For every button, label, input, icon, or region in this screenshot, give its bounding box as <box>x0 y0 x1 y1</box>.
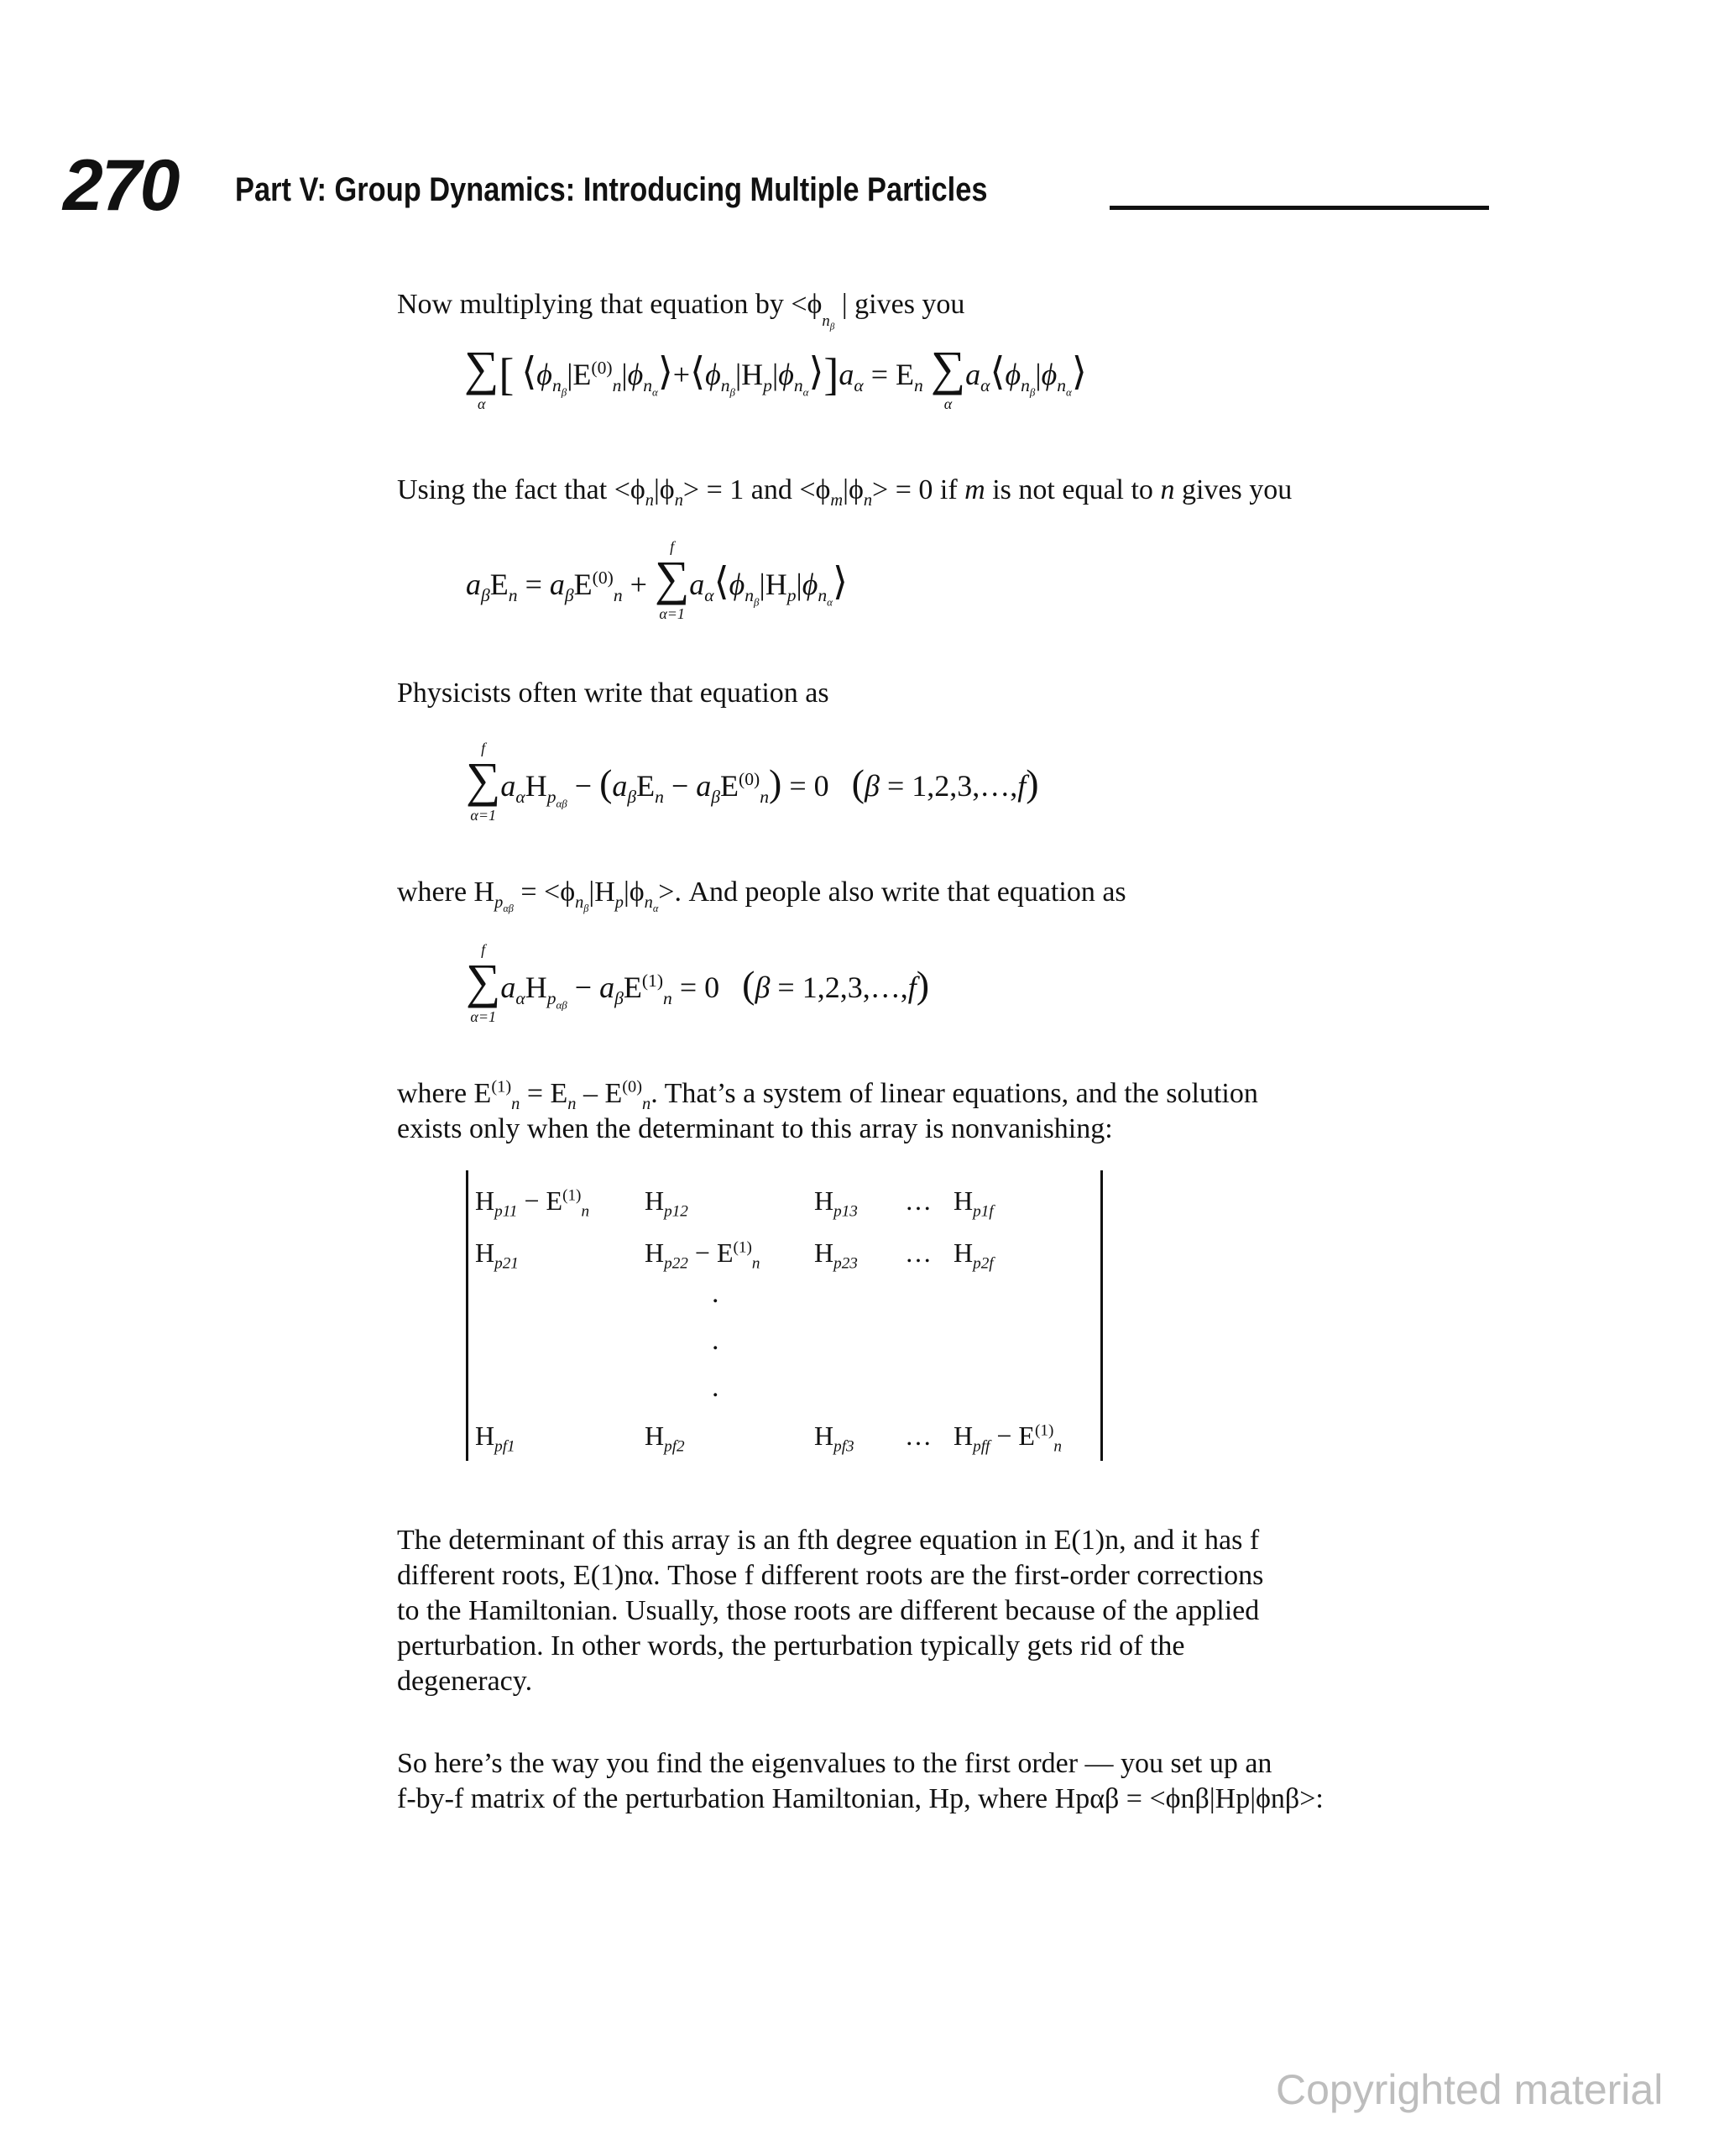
p6-line5: degeneracy. <box>397 1666 533 1697</box>
p6-line1: The determinant of this array is an fth degree equation in E(1)n, and it has f <box>397 1525 1260 1556</box>
p2-m: m <box>964 474 985 505</box>
det-r1c4: … <box>905 1185 932 1216</box>
det-r2c4: … <box>905 1238 932 1268</box>
p6-line2: different roots, E(1)nα. Those f different roots are the first-order corrections <box>397 1560 1264 1591</box>
copyright-watermark: Copyrighted material <box>1276 2066 1664 2113</box>
det-r1c5: $H_{p1f}$ <box>954 1185 994 1221</box>
det-vdot-1: . <box>712 1278 719 1309</box>
p2-b: |ϕ <box>653 474 675 505</box>
determinant <box>466 1170 1103 1461</box>
paragraph-4: where $H_{p_{\alpha\beta}} = <\phi_{n_\beta}|H_p|\phi_{n_\alpha}>$. And people also write that equation as <box>397 877 1126 914</box>
det-r3c1: $H_{pf1}$ <box>475 1421 515 1456</box>
det-r1c3: $H_{p13}$ <box>814 1185 858 1221</box>
paragraph-7 <box>397 1746 1488 1817</box>
p2-f: is not equal to <box>992 474 1153 505</box>
p2-n: n <box>1160 474 1175 505</box>
p1-text: Now multiplying that equation by <ϕ <box>397 289 823 320</box>
det-r1c1: $H_{p11} - E^{(1)}_n$ <box>475 1185 590 1221</box>
paragraph-5: where $E^{(1)}_n = E_n - E^{(0)}_n$. That’s a system of linear equations, and the solution exists only when the determinant to this array is nonvanishing: <box>397 1076 1488 1147</box>
paragraph-6 <box>397 1523 1488 1699</box>
det-vdot-3: . <box>712 1372 719 1403</box>
p6-line3: to the Hamiltonian. Usually, those roots are different because of the applied <box>397 1595 1260 1626</box>
page-number: 270 <box>63 145 179 226</box>
det-r3c5: $H_{pff} - E^{(1)}_n$ <box>954 1421 1062 1456</box>
det-r2c2: $H_{p22} - E^{(1)}_n$ <box>645 1238 760 1273</box>
equation-2: $a_\beta E_n = a_\beta E^{(0)}_n$ + f ∑ α=1 $a_\alpha⟨\phi_{n_\beta}|H_p|\phi_{n_\alpha}⟩$ <box>466 538 848 622</box>
paragraph-2: Using the fact that $<\phi_n|\phi_n> = 1$ and $<\phi_m|\phi_n> = 0$ if m is not equal to n gives you <box>397 474 1293 510</box>
p2-a: Using the fact that <ϕ <box>397 474 645 505</box>
p2-c: > = 1 and <ϕ <box>682 474 831 505</box>
equation-4: f ∑ α=1 $a_\alpha H_{p_{\alpha\beta}} - a_\beta E^{(1)}_n = 0$ (β = 1,2,3,…,f) <box>466 941 930 1025</box>
det-vdot-2: . <box>712 1325 719 1356</box>
p4-a: where H <box>397 877 495 908</box>
p4-d: |ϕ <box>623 877 645 908</box>
equation-3: f ∑ α=1 $a_\alpha H_{p_{\alpha\beta}} - (a_\beta E_n - a_\beta E^{(0)}_n) = 0$ (β = 1,2,3,…,f) <box>466 740 1039 824</box>
p4-b: = <ϕ <box>520 877 576 908</box>
det-r2c5: $H_{p2f}$ <box>954 1238 994 1273</box>
p5-a: where E <box>397 1078 492 1109</box>
det-r3c4: … <box>905 1421 932 1451</box>
p2-e: > = 0 if <box>872 474 958 505</box>
p6-line4: perturbation. In other words, the perturbation typically gets rid of the <box>397 1630 1185 1661</box>
p5-c: – E <box>583 1078 623 1109</box>
paragraph-1: Now multiplying that equation by $<\phi_{n_\beta}$ | gives you <box>397 289 965 332</box>
paragraph-3: Physicists often write that equation as <box>397 678 829 709</box>
p7-line1: So here’s the way you find the eigenvalues to the first order — you set up an <box>397 1748 1272 1779</box>
det-r3c3: $H_{pf3}$ <box>814 1421 854 1456</box>
p1-end: | gives you <box>841 289 965 320</box>
det-r2c1: $H_{p21}$ <box>475 1238 519 1273</box>
p5-d: . That’s a system of linear equations, and the solution <box>651 1078 1258 1109</box>
p5-line2: exists only when the determinant to this array is nonvanishing: <box>397 1113 1113 1144</box>
header-rule <box>1110 206 1489 210</box>
p4-c: |H <box>588 877 615 908</box>
det-r1c2: $H_{p12}$ <box>645 1185 688 1221</box>
equation-1: ∑ α [ $⟨\phi_{n_\beta}|E^{(0)}_n|\phi_{n_\alpha}⟩+⟨\phi_{n_\beta}|H_p|\phi_{n_\alpha}⟩]a_\alpha = E_n$ ∑ α $a_\alpha⟨\phi_{n_\beta}|\phi_{n_\alpha}⟩$ <box>464 341 1087 412</box>
p4-e: >. And people also write that equation as <box>658 877 1126 908</box>
p5-b: = E <box>526 1078 568 1109</box>
det-r2c3: $H_{p23}$ <box>814 1238 858 1273</box>
p7-line2: f-by-f matrix of the perturbation Hamiltonian, Hp, where Hpαβ = <ϕnβ|Hp|ϕnβ>: <box>397 1783 1324 1814</box>
det-r3c2: $H_{pf2}$ <box>645 1421 685 1456</box>
p2-d: |ϕ <box>843 474 864 505</box>
running-head: Part V: Group Dynamics: Introducing Multiple Particles <box>235 171 988 208</box>
p2-g: gives you <box>1181 474 1293 505</box>
